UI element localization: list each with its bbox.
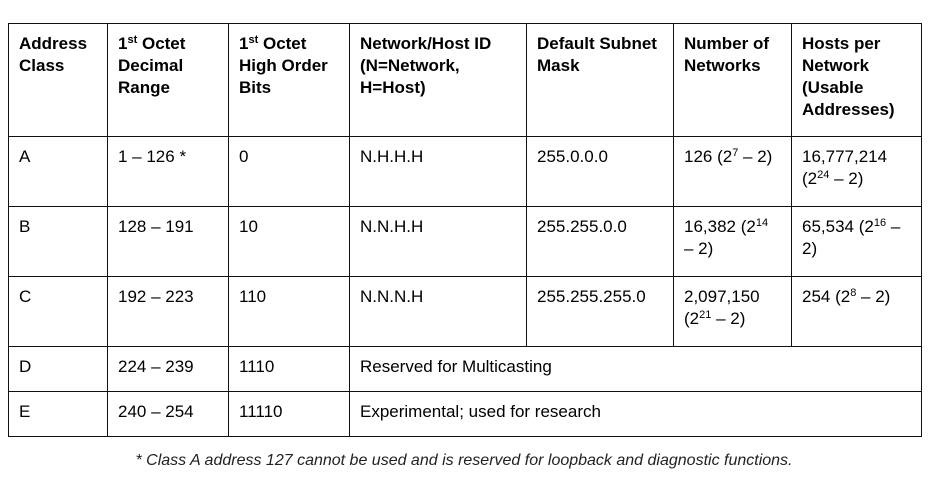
cell-hosts: 16,777,214 $(2^{24} - 2)$: [792, 137, 922, 207]
cell-networks: 2,097,150 $(2^{21} - 2)$: [674, 277, 792, 347]
header-first-octet-range: 1st Octet Decimal Range: [108, 24, 229, 137]
header-number-of-networks: Number of Networks: [674, 24, 792, 137]
header-address-class: Address Class: [9, 24, 108, 137]
cell-network-host: N.N.N.H: [350, 277, 527, 347]
cell-class: E: [9, 392, 108, 437]
cell-mask: 255.0.0.0: [527, 137, 674, 207]
header-hosts-per-network: Hosts per Network (Usable Addresses): [792, 24, 922, 137]
cell-class: B: [9, 207, 108, 277]
header-row: [9, 24, 922, 137]
header-default-subnet-mask: Default Subnet Mask: [527, 24, 674, 137]
header-first-octet-bits: 1st Octet High Order Bits: [229, 24, 350, 137]
table-row-class-c: [9, 277, 922, 347]
cell-range: 240 – 254: [108, 392, 229, 437]
cell-range: 128 – 191: [108, 207, 229, 277]
cell-bits: 0: [229, 137, 350, 207]
cell-class: A: [9, 137, 108, 207]
table-row-class-d: [9, 347, 922, 392]
table-row-class-e: [9, 392, 922, 437]
cell-network-host: N.H.H.H: [350, 137, 527, 207]
cell-note: Experimental; used for research: [350, 392, 922, 437]
cell-class: C: [9, 277, 108, 347]
cell-bits: 10: [229, 207, 350, 277]
header-network-host-id: Network/Host ID (N=Network, H=Host): [350, 24, 527, 137]
cell-networks: 16,382 $(2^{14} - 2)$: [674, 207, 792, 277]
cell-bits: 1110: [229, 347, 350, 392]
table-row-class-b: [9, 207, 922, 277]
cell-range: 1 – 126 *: [108, 137, 229, 207]
cell-note: Reserved for Multicasting: [350, 347, 922, 392]
cell-mask: 255.255.0.0: [527, 207, 674, 277]
cell-bits: 11110: [229, 392, 350, 437]
footnote: * Class A address 127 cannot be used and is reserved for loopback and diagnostic functions.: [135, 452, 793, 469]
cell-networks: 126 $(2^7 - 2)$: [674, 137, 792, 207]
cell-range: 192 – 223: [108, 277, 229, 347]
cell-bits: 110: [229, 277, 350, 347]
cell-class: D: [9, 347, 108, 392]
cell-range: 224 – 239: [108, 347, 229, 392]
cell-hosts: 254 $(2^8 - 2)$: [792, 277, 922, 347]
cell-hosts: 65,534 $(2^{16} - 2)$: [792, 207, 922, 277]
ip-address-class-table: [8, 23, 922, 437]
cell-network-host: N.N.H.H: [350, 207, 527, 277]
cell-mask: 255.255.255.0: [527, 277, 674, 347]
table-row-class-a: [9, 137, 922, 207]
